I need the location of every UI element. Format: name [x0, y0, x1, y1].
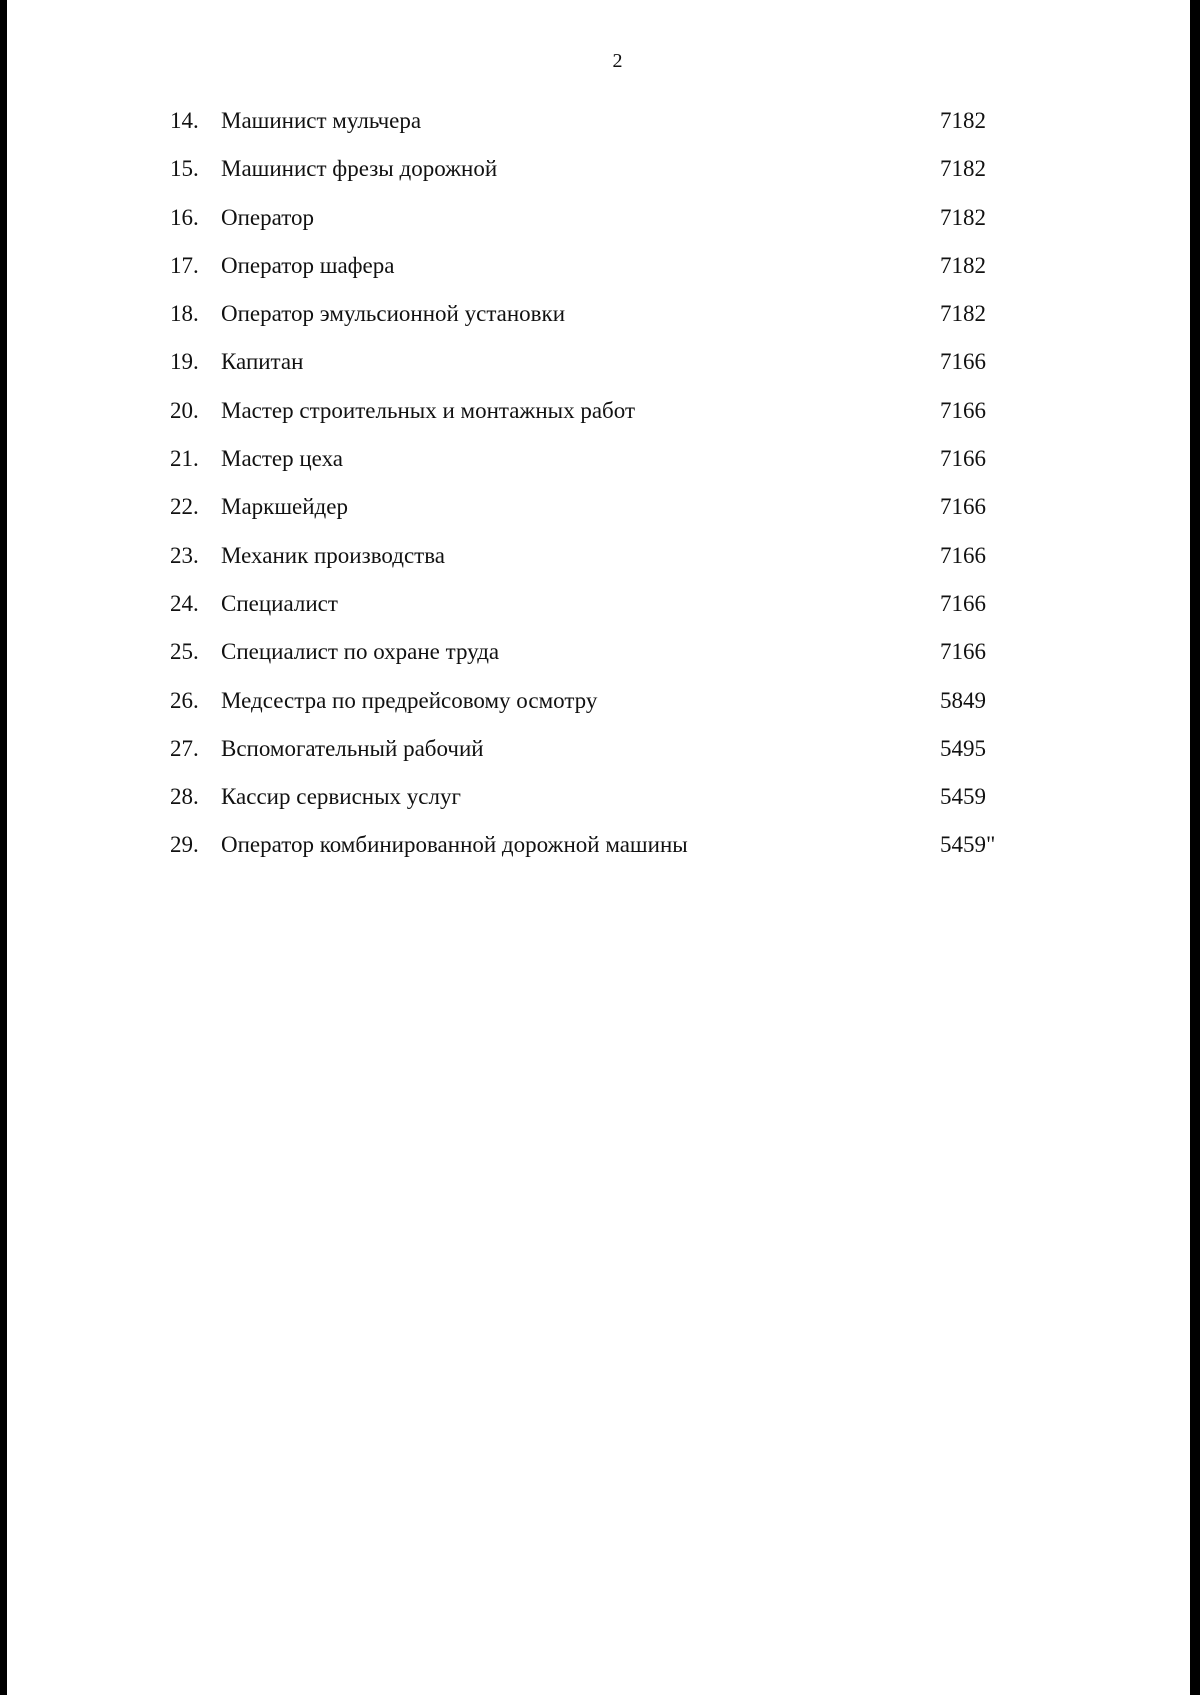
item-number: 23.: [170, 542, 199, 568]
item-number: 26.: [170, 687, 199, 713]
list-item: [0, 733, 1200, 781]
item-code: 5849: [940, 687, 986, 713]
item-number: 29.: [170, 832, 199, 858]
item-number: 16.: [170, 204, 199, 230]
item-title: Машинист фрезы дорожной: [221, 156, 498, 182]
profession-list: [0, 105, 1200, 878]
page-number: 2: [612, 50, 623, 72]
item-title: Медсестра по предрейсовому осмотру: [221, 687, 598, 713]
item-number: 15.: [170, 156, 199, 182]
list-item: [0, 588, 1200, 636]
item-number: 22.: [170, 494, 199, 520]
list-item: [0, 105, 1200, 153]
item-title: Мастер строительных и монтажных работ: [221, 397, 635, 423]
list-item: [0, 443, 1200, 491]
item-code: 7182: [940, 204, 986, 230]
item-title: Оператор комбинированной дорожной машины: [221, 832, 688, 858]
item-code: 7166: [940, 349, 986, 375]
item-title: Оператор шафера: [221, 252, 395, 278]
list-item: [0, 153, 1200, 201]
item-title: Машинист мульчера: [221, 108, 422, 133]
item-code: 7166: [940, 446, 986, 472]
item-code: 7166: [940, 397, 986, 423]
list-item: [0, 202, 1200, 250]
item-code: 7166: [940, 639, 986, 665]
item-title: Оператор: [221, 204, 314, 230]
item-number: 21.: [170, 446, 199, 472]
item-number: 17.: [170, 252, 199, 278]
item-number: 18.: [170, 301, 199, 327]
item-title: Мастер цеха: [221, 446, 343, 472]
item-code: 7182: [940, 301, 986, 327]
list-item: [0, 250, 1200, 298]
item-title: Маркшейдер: [221, 494, 348, 520]
item-code: 5459: [940, 784, 986, 810]
item-code: 5495: [940, 735, 986, 761]
item-number: 20.: [170, 397, 199, 423]
item-code: 7182: [940, 108, 986, 133]
item-title: Оператор эмульсионной установки: [221, 301, 566, 327]
list-item: [0, 298, 1200, 346]
item-number: 19.: [170, 349, 199, 375]
item-number: 24.: [170, 590, 199, 616]
item-number: 27.: [170, 735, 199, 761]
item-title: Кассир сервисных услуг: [221, 784, 461, 810]
list-item: [0, 491, 1200, 539]
item-number: 14.: [170, 108, 199, 133]
list-item: [0, 685, 1200, 733]
list-item: [0, 636, 1200, 684]
list-item: [0, 540, 1200, 588]
item-title: Механик производства: [221, 542, 445, 568]
item-code: 5459": [940, 832, 996, 858]
item-code: 7166: [940, 494, 986, 520]
item-title: Специалист: [221, 590, 338, 616]
list-item: [0, 395, 1200, 443]
item-title: Капитан: [221, 349, 304, 375]
item-code: 7166: [940, 590, 986, 616]
item-code: 7182: [940, 156, 986, 182]
list-item: [0, 781, 1200, 829]
item-code: 7166: [940, 542, 986, 568]
list-item: [0, 829, 1200, 877]
item-title: Специалист по охране труда: [221, 639, 500, 665]
item-number: 28.: [170, 784, 199, 810]
item-code: 7182: [940, 252, 986, 278]
item-title: Вспомогательный рабочий: [221, 735, 484, 761]
list-item: [0, 346, 1200, 394]
item-number: 25.: [170, 639, 199, 665]
